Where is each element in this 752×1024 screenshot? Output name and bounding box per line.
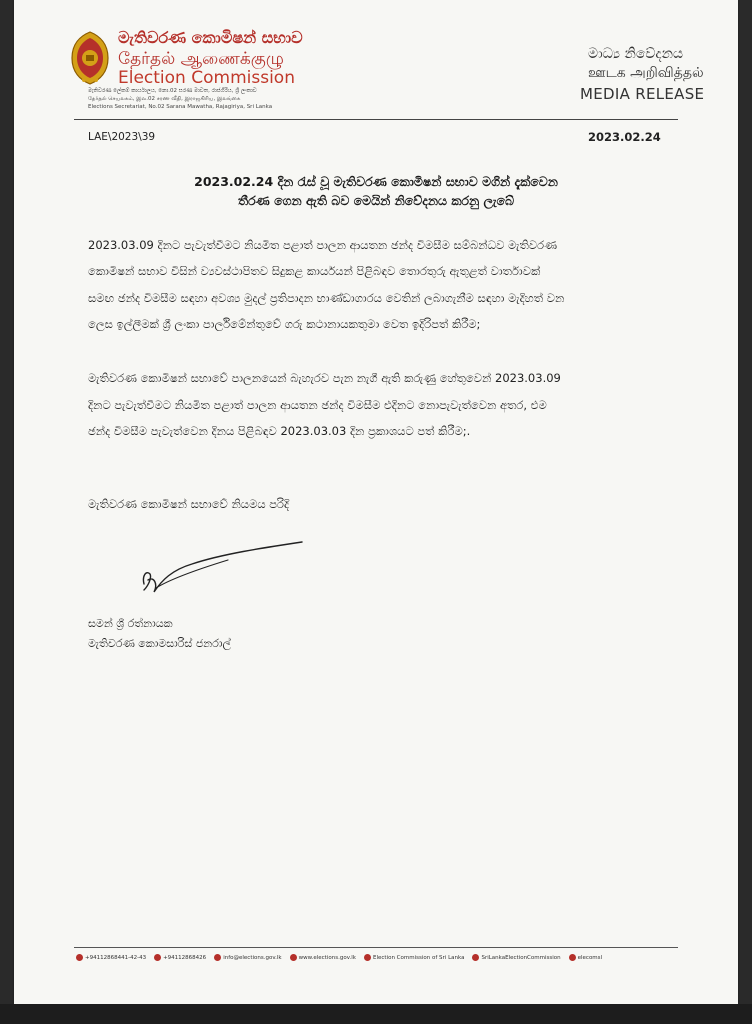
footer-item-phone: +94112868441-42-43 xyxy=(76,954,146,961)
twitter-icon xyxy=(472,954,479,961)
media-release-sinhala: මාධ්‍ය නිවේදනය xyxy=(588,46,684,62)
paragraph1-line: 2023.03.09 දිනට පැවැත්වීමට නියමිත පළාත් පාලන ආයතන ඡන්ද විමසීම සම්බන්ධව මැතිවරණ xyxy=(88,238,557,252)
closing-line: මැතිවරණ කොමිෂන් සභාවේ නියමය පරිදි xyxy=(88,497,290,511)
title-line: 2023.02.24 දින රැස් වූ මැතිවරණ කොමිෂන් සභාව මගින් දැක්වෙන xyxy=(194,174,558,189)
paragraph2-line: මැතිවරණ කොමිෂන් සභාවේ පාලනයෙන් බැහැරව පැන නැගී ඇති කරුණු හේතුවෙන් 2023.03.09 xyxy=(88,371,561,385)
paragraph1-line: ලෙස ඉල්ලීමක් ශ්‍රී ලංකා පාර්ලිමේන්තුවේ ගරු කථානායකතුමා වෙත ඉදිරිපත් කිරීම; xyxy=(88,317,481,331)
footer-item-youtube[interactable]: elecomsl xyxy=(569,954,602,961)
emblem-icon xyxy=(70,30,110,86)
signatory-title: මැතිවරණ කොමසාරිස් ජනරාල් xyxy=(88,637,231,650)
contact-footer xyxy=(76,954,676,961)
signature xyxy=(132,540,312,610)
title-line: තීරණ ගෙන ඇති බව මෙයින් නිවේදනය කරනු ලැබේ xyxy=(237,193,515,208)
email-icon xyxy=(214,954,221,961)
paragraph2-line: දිනට පැවැත්වීමට නියමිත පළාත් පාලන ආයතන ඡන්ද විමසීම එදිනට නොපැවැත්වෙන අතර, එම xyxy=(88,398,547,412)
phone-icon xyxy=(76,954,83,961)
paragraph1-line: සමඟ ඡන්ද විමසීම සඳහා අවශ්‍ය මුදල් ප්‍රතිපාදන භාණ්ඩාගාරය වෙතින් ලබාගැනීම සඳහා මැදිහත් වන xyxy=(88,291,565,305)
address-line: தேர்தல் செயலகம், இல.02 சரண வீதி, இராஜகிரிய, இலங்கை xyxy=(88,96,241,102)
footer-divider xyxy=(74,947,678,948)
web-icon xyxy=(290,954,297,961)
footer-item-twitter[interactable]: SriLankaElectionCommission xyxy=(472,954,560,961)
youtube-icon xyxy=(569,954,576,961)
org-name-sinhala: මැතිවරණ කොමිෂන් සභාව xyxy=(118,28,303,47)
media-release-english: MEDIA RELEASE xyxy=(580,85,705,103)
header-divider xyxy=(74,119,678,120)
facebook-icon xyxy=(364,954,371,961)
org-name-english: Election Commission xyxy=(118,68,295,88)
address-line: මැතිවරණ ලේකම් කාර්යාලය, නො.02 සරණ මාවත, රාජගිරිය, ශ්‍රී ලංකාව xyxy=(88,88,257,94)
media-release-tamil: ஊடக அறிவித்தல் xyxy=(588,65,704,81)
bottom-bar xyxy=(0,1004,752,1024)
footer-item-facebook[interactable]: Election Commission of Sri Lanka xyxy=(364,954,464,961)
org-name-tamil: தேர்தல் ஆணைக்குழு xyxy=(118,49,284,69)
footer-item-email[interactable]: info@elections.gov.lk xyxy=(214,954,281,961)
paragraph1-line: කොමිෂන් සභාව විසින් ව්‍යවස්ථාපිතව සිදුකළ කාර්යයන් පිළිබඳව තොරතුරු ඇතුළත් වාර්තාවක් xyxy=(88,264,541,278)
footer-item-fax: +94112868426 xyxy=(154,954,206,961)
signatory-name: සමන් ශ්‍රී රත්නායක xyxy=(88,617,173,630)
paragraph2-line: ඡන්ද විමසීම පැවැත්වෙන දිනය පිළිබඳව 2023.03.03 දින ප්‍රකාශයට පත් කිරීම;. xyxy=(88,424,471,438)
document-date: 2023.02.24 xyxy=(588,130,661,144)
document-page xyxy=(14,0,738,1004)
fax-icon xyxy=(154,954,161,961)
reference-number: LAE\2023\39 xyxy=(88,131,156,143)
address-line: Elections Secretariat, No.02 Sarana Mawatha, Rajagiriya, Sri Lanka xyxy=(88,104,273,110)
footer-item-web[interactable]: www.elections.gov.lk xyxy=(290,954,356,961)
